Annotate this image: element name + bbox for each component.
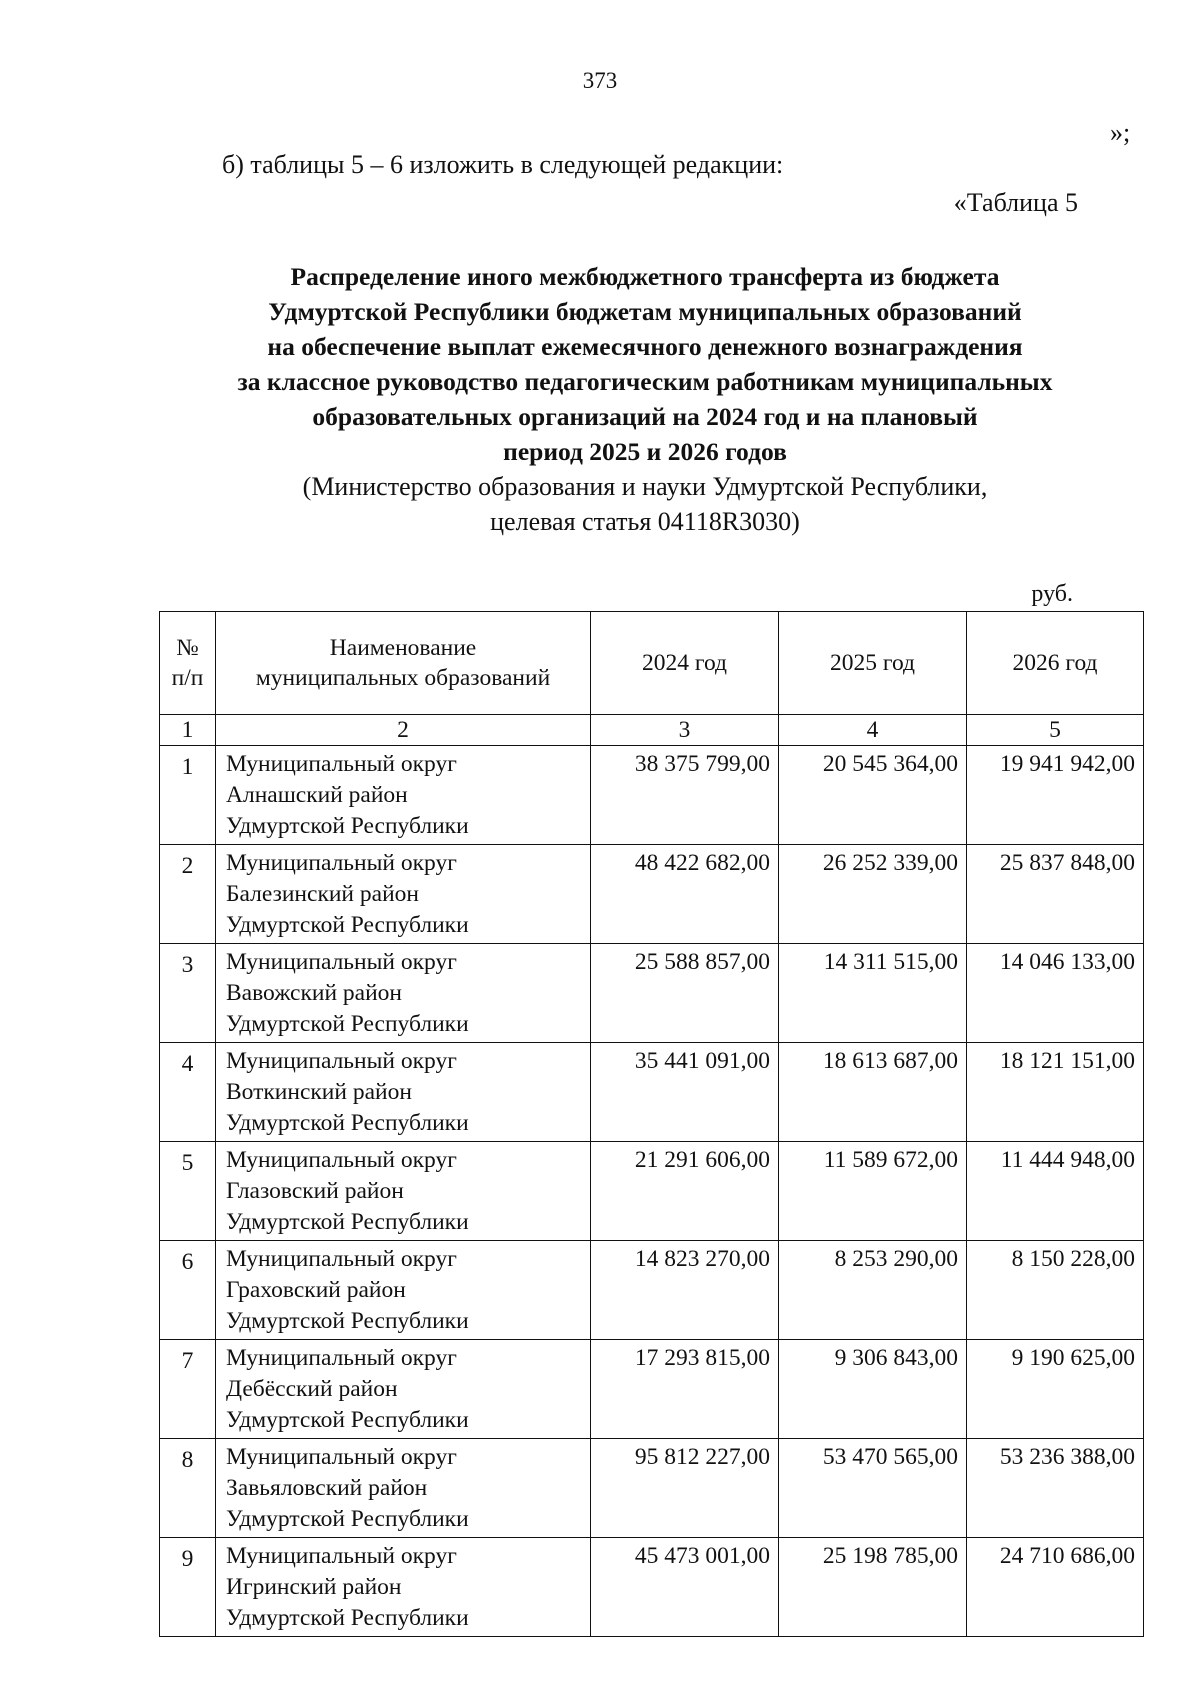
table-row <box>160 1340 1144 1439</box>
column-index: 2 <box>216 715 591 746</box>
header-year-2026: 2026 год <box>967 612 1144 715</box>
subtitle-line: целевая статья 04118R3030) <box>490 507 800 536</box>
municipality-name-line: Удмуртской Республики <box>226 1011 469 1037</box>
document-title <box>100 259 1190 539</box>
table-row <box>160 1538 1144 1637</box>
municipality-name <box>216 1142 591 1241</box>
row-number: 2 <box>160 845 216 944</box>
amount-2026: 53 236 388,00 <box>967 1439 1144 1538</box>
municipality-name-line: Муниципальный округ <box>226 949 457 975</box>
table-row <box>160 746 1144 845</box>
municipality-name <box>216 1043 591 1142</box>
amount-2025: 53 470 565,00 <box>779 1439 967 1538</box>
municipality-name-line: Удмуртской Республики <box>226 813 469 839</box>
amount-2026: 11 444 948,00 <box>967 1142 1144 1241</box>
table-row <box>160 1439 1144 1538</box>
row-number: 6 <box>160 1241 216 1340</box>
amount-2024: 14 823 270,00 <box>591 1241 779 1340</box>
municipality-name-line: Муниципальный округ <box>226 751 457 777</box>
table-label: «Таблица 5 <box>953 188 1078 217</box>
amount-2024: 35 441 091,00 <box>591 1043 779 1142</box>
title-line: Удмуртской Республики бюджетам муниципальных образований <box>268 297 1022 326</box>
municipality-name-line: Вавожский район <box>226 980 402 1006</box>
municipality-name-line: Граховский район <box>226 1277 406 1303</box>
header-name <box>216 612 591 715</box>
row-number: 7 <box>160 1340 216 1439</box>
amount-2024: 48 422 682,00 <box>591 845 779 944</box>
closing-quote: »; <box>1110 118 1131 147</box>
page-number: 373 <box>582 68 618 93</box>
amount-2026: 9 190 625,00 <box>967 1340 1144 1439</box>
title-line: на обеспечение выплат ежемесячного денежного вознаграждения <box>267 332 1023 361</box>
table-row <box>160 944 1144 1043</box>
municipality-name <box>216 1241 591 1340</box>
column-index: 4 <box>779 715 967 746</box>
row-number: 8 <box>160 1439 216 1538</box>
municipality-name-line: Удмуртской Республики <box>226 1209 469 1235</box>
header-number <box>160 612 216 715</box>
amount-2024: 95 812 227,00 <box>591 1439 779 1538</box>
municipality-name-line: Балезинский район <box>226 881 419 907</box>
amount-2026: 19 941 942,00 <box>967 746 1144 845</box>
amount-2025: 14 311 515,00 <box>779 944 967 1043</box>
amount-2025: 8 253 290,00 <box>779 1241 967 1340</box>
municipality-name-line: Муниципальный округ <box>226 1147 457 1173</box>
amount-2024: 17 293 815,00 <box>591 1340 779 1439</box>
municipality-name-line: Удмуртской Республики <box>226 1110 469 1136</box>
municipality-name <box>216 1439 591 1538</box>
header-number-line1: № <box>176 635 199 661</box>
title-line: за классное руководство педагогическим работникам муниципальных <box>237 367 1053 396</box>
amount-2026: 8 150 228,00 <box>967 1241 1144 1340</box>
municipality-name-line: Удмуртской Республики <box>226 1407 469 1433</box>
amount-2025: 11 589 672,00 <box>779 1142 967 1241</box>
municipality-name-line: Муниципальный округ <box>226 1444 457 1470</box>
municipality-name <box>216 1538 591 1637</box>
amount-2024: 21 291 606,00 <box>591 1142 779 1241</box>
table-header-row <box>160 612 1144 715</box>
municipality-name <box>216 1340 591 1439</box>
municipality-name-line: Муниципальный округ <box>226 850 457 876</box>
amount-2026: 24 710 686,00 <box>967 1538 1144 1637</box>
municipality-name-line: Муниципальный округ <box>226 1048 457 1074</box>
header-year-2025: 2025 год <box>779 612 967 715</box>
amount-2024: 25 588 857,00 <box>591 944 779 1043</box>
municipality-name-line: Дебёсский район <box>226 1376 398 1402</box>
municipality-name-line: Алнашский район <box>226 782 408 808</box>
table-row <box>160 845 1144 944</box>
column-index-row <box>160 715 1144 746</box>
column-index: 3 <box>591 715 779 746</box>
municipality-name-line: Удмуртской Республики <box>226 1506 469 1532</box>
amount-2026: 25 837 848,00 <box>967 845 1144 944</box>
municipality-name-line: Муниципальный округ <box>226 1543 457 1569</box>
column-index: 5 <box>967 715 1144 746</box>
municipality-name <box>216 845 591 944</box>
subtitle-line: (Министерство образования и науки Удмуртской Республики, <box>302 472 988 501</box>
header-name-line1: Наименование <box>329 635 477 661</box>
amount-2026: 14 046 133,00 <box>967 944 1144 1043</box>
amount-2024: 38 375 799,00 <box>591 746 779 845</box>
municipality-name-line: Удмуртской Республики <box>226 1605 469 1631</box>
header-number-line2: п/п <box>171 665 204 691</box>
table-row <box>160 1142 1144 1241</box>
header-year-2024: 2024 год <box>591 612 779 715</box>
municipality-name-line: Муниципальный округ <box>226 1246 457 1272</box>
title-line: период 2025 и 2026 годов <box>503 437 787 466</box>
row-number: 4 <box>160 1043 216 1142</box>
municipality-name-line: Игринский район <box>226 1574 402 1600</box>
row-number: 9 <box>160 1538 216 1637</box>
amount-2025: 25 198 785,00 <box>779 1538 967 1637</box>
distribution-table <box>159 611 1144 1637</box>
municipality-name-line: Муниципальный округ <box>226 1345 457 1371</box>
amount-2025: 9 306 843,00 <box>779 1340 967 1439</box>
row-number: 1 <box>160 746 216 845</box>
row-number: 3 <box>160 944 216 1043</box>
amendment-instruction: б) таблицы 5 – 6 изложить в следующей редакции: <box>222 150 784 179</box>
municipality-name-line: Глазовский район <box>226 1178 404 1204</box>
municipality-name-line: Воткинский район <box>226 1079 412 1105</box>
amount-2025: 26 252 339,00 <box>779 845 967 944</box>
table-row <box>160 1043 1144 1142</box>
title-line: образовательных организаций на 2024 год и на плановый <box>312 402 978 431</box>
amount-2024: 45 473 001,00 <box>591 1538 779 1637</box>
municipality-name-line: Удмуртской Республики <box>226 1308 469 1334</box>
header-name-line2: муниципальных образований <box>255 665 551 691</box>
municipality-name <box>216 944 591 1043</box>
table-row <box>160 1241 1144 1340</box>
column-index: 1 <box>160 715 216 746</box>
row-number: 5 <box>160 1142 216 1241</box>
municipality-name-line: Удмуртской Республики <box>226 912 469 938</box>
municipality-name <box>216 746 591 845</box>
amount-2026: 18 121 151,00 <box>967 1043 1144 1142</box>
amount-2025: 20 545 364,00 <box>779 746 967 845</box>
amount-2025: 18 613 687,00 <box>779 1043 967 1142</box>
currency-unit-label: руб. <box>1031 581 1073 607</box>
municipality-name-line: Завьяловский район <box>226 1475 428 1501</box>
title-line: Распределение иного межбюджетного трансферта из бюджета <box>290 262 1000 291</box>
